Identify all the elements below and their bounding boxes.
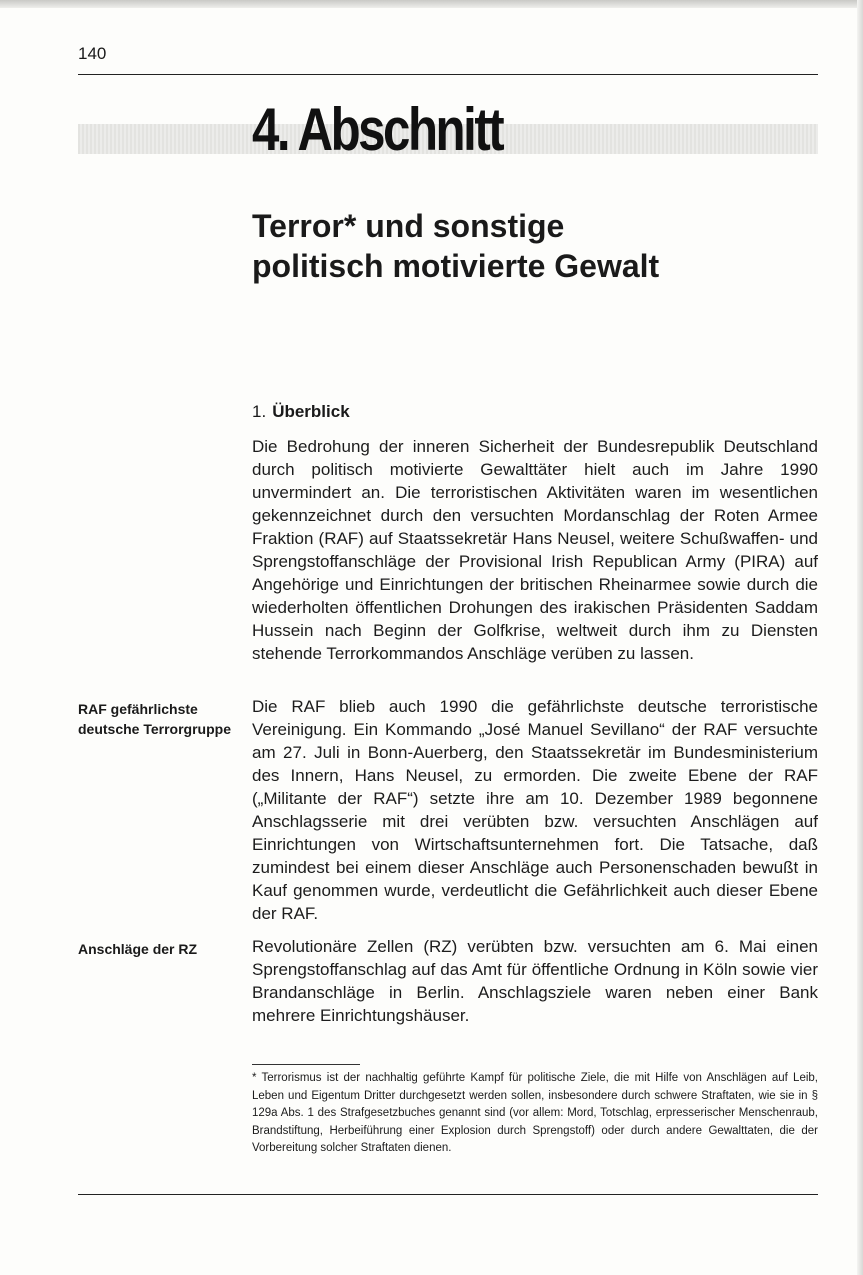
footnote: * Terrorismus ist der nachhaltig geführte Kampf für politische Ziele, die mit Hilfe von Anschlägen auf Leib, Leben und Eigentum Dritter durchgesetzt werden sollen, insbesondere durch schwere Straftaten, wie sie in § 129a Abs. 1 des Strafgesetzbuches genannt sind (vor allem: Mord, Totschlag, erpresserischer Menschenraub, Brandstiftung, Herbeiführung einer Explosion durch Sprengstoff) oder durch andere Gewalttaten, die der Vorbereitung solcher Straftaten dienen. bbox=[252, 1072, 818, 1154]
margin-note-raf: RAF gefährlichste deutsche Terrorgruppe bbox=[78, 701, 231, 737]
chapter-title-line-1: Terror* und sonstige bbox=[252, 208, 565, 244]
chapter-title-line-2: politisch motivierte Gewalt bbox=[252, 248, 660, 284]
footer-rule bbox=[78, 1194, 818, 1195]
subsection-title: Überblick bbox=[272, 402, 350, 421]
body-paragraph: Revolutionäre Zellen (RZ) verübten bzw. versuchten am 6. Mai einen Sprengstoffanschlag auf das Amt für öffentliche Ordnung in Köln sowie vier Brandanschläge in Berlin. Anschlagsziele waren neben einer Bank mehrere Einrichtungshäuser. bbox=[252, 937, 818, 1025]
page-number: 140 bbox=[78, 44, 107, 63]
header-rule bbox=[78, 74, 818, 75]
body-paragraph: Die RAF blieb auch 1990 die gefährlichste deutsche terroristische Vereinigung. Ein Kommando „José Manuel Sevillano“ der RAF versuchte am 27. Juli in Bonn-Auerberg, den Staatssekretär im Bundesministerium des Innern, Hans Neusel, zu ermorden. Die zweite Ebene der RAF („Militante der RAF“) setzte ihre am 10. Dezember 1989 begonnene Anschlagsserie mit drei verübten bzw. versuchten Anschlägen auf Einrichtungen von Wirtschaftsunternehmen fort. Die Tatsache, daß zumindest bei einem dieser Anschläge auch Personenschaden bewußt in Kauf genommen wurde, verdeutlicht die Gefährlichkeit auch dieser Ebene der RAF. bbox=[252, 697, 818, 923]
body-paragraph: Die Bedrohung der inneren Sicherheit der Bundesrepublik Deutschland durch politisch motivierte Gewalttäter hielt auch im Jahre 1990 unvermindert an. Die terroristischen Aktivitäten waren im wesentlichen gekennzeichnet durch den versuchten Mordanschlag der Roten Armee Fraktion (RAF) auf Staatssekretär Hans Neusel, weitere Schußwaffen- und Sprengstoffanschläge der Provisional Irish Republican Army (PIRA) auf Angehörige und Einrichtungen der britischen Rheinarmee sowie durch die wiederholten öffentlichen Drohungen des irakischen Präsidenten Saddam Hussein nach Beginn der Golfkrise, weltweit durch ihm zu Diensten stehende Terrorkommandos Anschläge verüben zu lassen. bbox=[252, 437, 818, 663]
page-top-shadow bbox=[0, 0, 863, 8]
subsection-number: 1. bbox=[252, 402, 267, 421]
section-heading: 4. Abschnitt bbox=[252, 96, 503, 163]
chapter-title bbox=[252, 206, 659, 286]
subsection-heading bbox=[252, 402, 350, 422]
margin-note-rz: Anschläge der RZ bbox=[78, 941, 198, 957]
page-edge-shadow bbox=[857, 0, 863, 1275]
footnote-rule bbox=[252, 1064, 360, 1065]
